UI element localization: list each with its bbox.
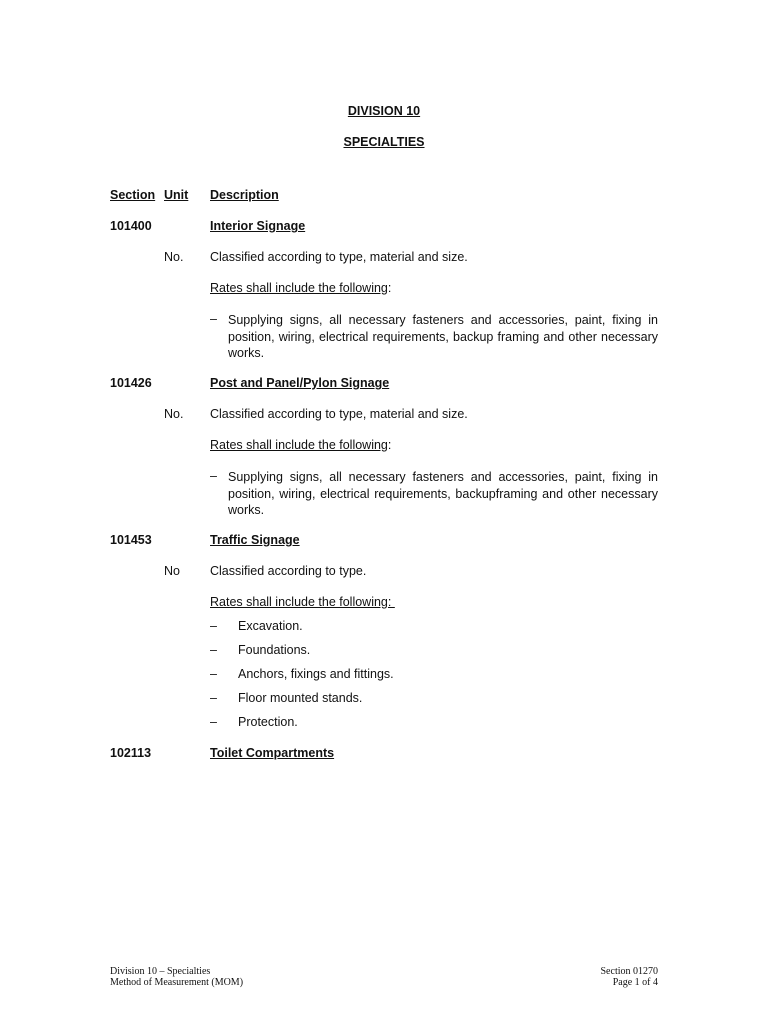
bullet-text: Supplying signs, all necessary fasteners and accessories, paint, fixing in position, wiring, electrical requirements, backupframing and other necessary works. — [228, 470, 658, 517]
bullet-text: Floor mounted stands. — [238, 691, 363, 705]
division-heading: DIVISION 10 — [347, 104, 421, 118]
section-code: 102113 — [110, 746, 152, 760]
section-code: 101400 — [110, 219, 152, 233]
unit-value: No. — [164, 407, 184, 421]
footer-section: Section 01270 — [600, 966, 658, 977]
rates-label: Rates shall include the following — [210, 438, 388, 452]
footer-right — [601, 966, 659, 988]
section-title: Interior Signage — [210, 219, 306, 233]
rates-colon: : — [387, 281, 392, 295]
bullet-text: Foundations. — [238, 643, 311, 657]
section-title: Post and Panel/Pylon Signage — [210, 376, 390, 390]
bullet-dash: – — [210, 691, 217, 705]
unit-value: No — [164, 564, 180, 578]
rates-label: Rates shall include the following — [210, 281, 388, 295]
section-title: Traffic Signage — [210, 533, 300, 547]
column-header-unit: Unit — [164, 188, 189, 202]
bullet-dash: – — [210, 469, 217, 483]
column-header-section: Section — [110, 188, 156, 202]
footer-left — [110, 966, 243, 988]
footer-division: Division 10 – Specialties — [110, 966, 211, 977]
section-code: 101453 — [110, 533, 152, 547]
rates-heading: Rates shall include the following: — [210, 595, 395, 609]
rates-colon: : — [387, 438, 392, 452]
bullet-text: Excavation. — [238, 619, 303, 633]
section-code: 101426 — [110, 376, 152, 390]
section-title: Toilet Compartments — [210, 746, 335, 760]
classification-text: Classified according to type. — [210, 564, 367, 578]
footer-page-number: Page 1 of 4 — [612, 977, 658, 988]
bullet-dash: – — [210, 667, 217, 681]
bullet-dash: – — [210, 643, 217, 657]
bullet-dash: – — [210, 312, 217, 326]
bullet-text: Supplying signs, all necessary fasteners and accessories, paint, fixing in position, wiring, electrical requirements, backup framing and other necessary works. — [228, 313, 658, 360]
document-title: SPECIALTIES — [343, 135, 425, 149]
bullet-dash: – — [210, 619, 217, 633]
unit-value: No. — [164, 250, 184, 264]
footer-mom: Method of Measurement (MOM) — [110, 977, 244, 988]
column-header-description: Description — [210, 188, 279, 202]
bullet-dash: – — [210, 715, 217, 729]
rates-heading — [210, 281, 391, 295]
bullet-text: Anchors, fixings and fittings. — [238, 667, 394, 681]
bullet-text: Protection. — [238, 715, 298, 729]
classification-text: Classified according to type, material and size. — [210, 407, 468, 421]
rates-heading — [210, 438, 391, 452]
classification-text: Classified according to type, material and size. — [210, 250, 468, 264]
